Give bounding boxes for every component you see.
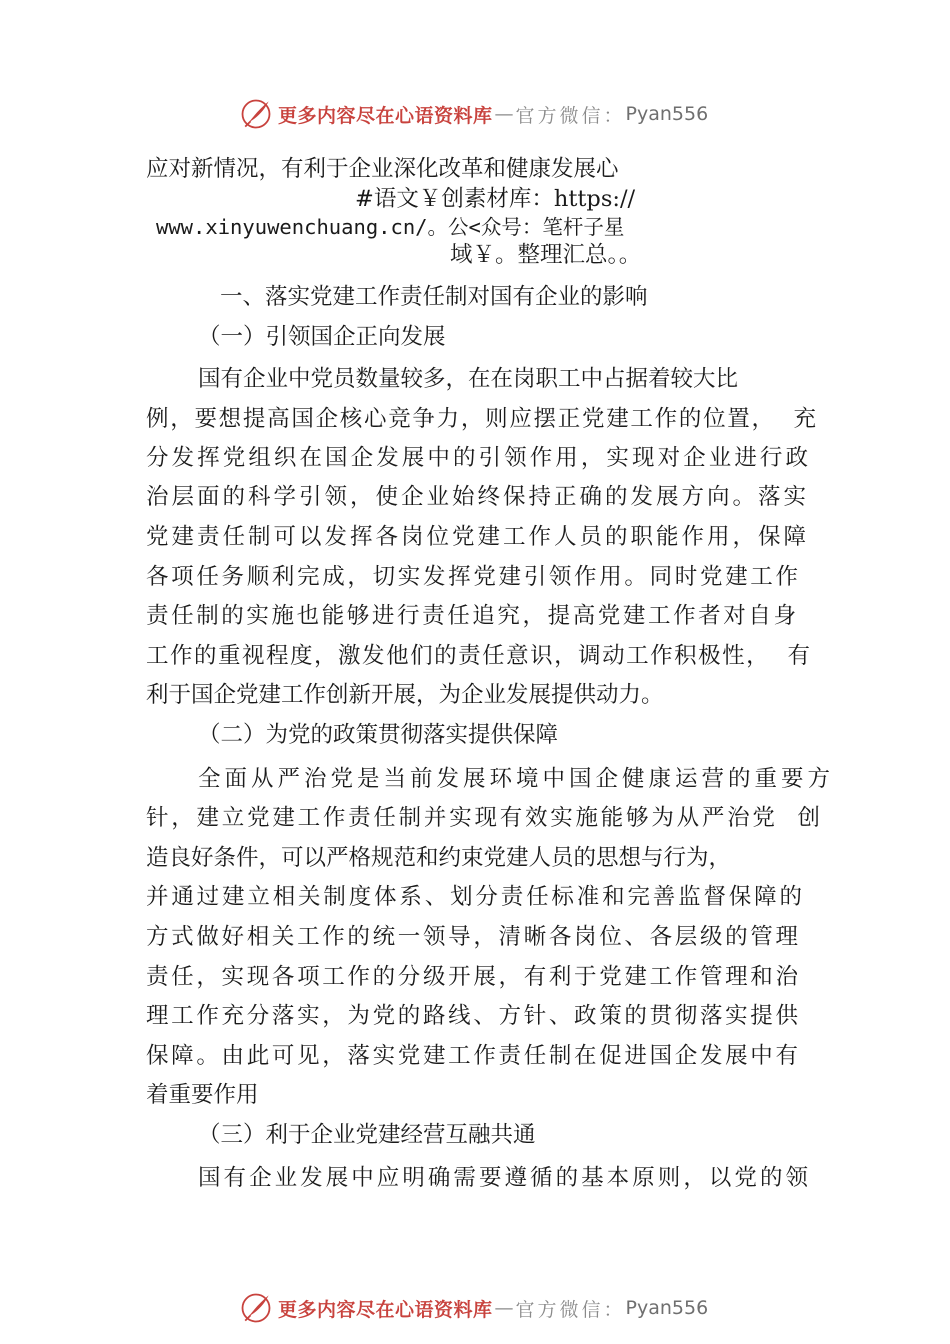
section-title: 一、落实党建工作责任制对国有企业的影响 [220, 284, 648, 310]
intro-line-3: www.xinyuwenchuang.cn/。公<众号：笔杆子星 [156, 215, 625, 239]
sub2-heading: （二）为党的政策贯彻落实提供保障 [198, 722, 559, 748]
banner-wechat-id: Pyan556 [625, 103, 709, 125]
sub1-heading: （一）引领国企正向发展 [198, 324, 446, 350]
paragraph-line: 利于国企党建工作创新开展，为企业发展提供动力。 [146, 682, 664, 708]
paragraph-line: 方式做好相关工作的统一领导，清晰各岗位、各层级的管理 [146, 924, 798, 950]
paragraph-line: 针，建立党建工作责任制并实现有效实施能够为从严治党 创 [146, 805, 820, 831]
paragraph-line: 造良好条件，可以严格规范和约束党建人员的思想与行为， [146, 845, 732, 871]
paragraph-line: 责任制的实施也能够进行责任追究，提高党建工作者对自身 [146, 603, 796, 629]
paragraph-line: 国有企业中党员数量较多，在在岗职工中占据着较大比 [198, 366, 739, 392]
intro-line-2: #语文￥创素材库：https:// [355, 186, 636, 212]
paragraph-line: 着重要作用 [146, 1082, 259, 1108]
paragraph-line: 工作的重视程度，激发他们的责任意识，调动工作积极性， 有 [146, 643, 810, 669]
banner-wechat-id: Pyan556 [625, 1297, 709, 1319]
banner-sub-text: 官方微信： [515, 104, 626, 127]
banner-main-text: 更多内容尽在心语资料库 [278, 104, 493, 127]
footer-watermark-banner [238, 1288, 708, 1328]
paragraph-line: 并通过建立相关制度体系、划分责任标准和完善监督保障的 [146, 884, 802, 910]
paragraph-line: 全面从严治党是当前发展环境中国企健康运营的重要方 [198, 766, 830, 792]
header-watermark-banner [238, 94, 708, 134]
sub3-heading: （三）利于企业党建经营互融共通 [198, 1122, 536, 1148]
paragraph-line: 国有企业发展中应明确需要遵循的基本原则，以党的领 [198, 1165, 808, 1191]
banner-main-text: 更多内容尽在心语资料库 [278, 1298, 493, 1321]
paragraph-line: 治层面的科学引领，使企业始终保持正确的发展方向。落实 [146, 484, 806, 510]
banner-separator: — [494, 103, 514, 125]
feather-quill-icon [238, 96, 274, 132]
paragraph-line: 各项任务顺利完成，切实发挥党建引领作用。同时党建工作 [146, 564, 798, 590]
feather-quill-icon [238, 1290, 274, 1326]
paragraph-line: 保障。由此可见，落实党建工作责任制在促进国企发展中有 [146, 1043, 798, 1069]
paragraph-line: 理工作充分落实，为党的路线、方针、政策的贯彻落实提供 [146, 1003, 798, 1029]
banner-separator: — [494, 1297, 514, 1319]
banner-sub-text: 官方微信： [515, 1298, 626, 1321]
paragraph-line: 例，要想提高国企核心竞争力，则应摆正党建工作的位置， 充 [146, 406, 816, 432]
intro-line-4: 域￥。整理汇总。。 [450, 242, 642, 268]
paragraph-line: 分发挥党组织在国企发展中的引领作用，实现对企业进行政 [146, 445, 808, 471]
paragraph-line: 责任，实现各项工作的分级开展，有利于党建工作管理和治 [146, 964, 798, 990]
paragraph-line: 党建责任制可以发挥各岗位党建工作人员的职能作用，保障 [146, 524, 806, 550]
intro-line-1: 应对新情况，有利于企业深化改革和健康发展心 [146, 156, 619, 182]
